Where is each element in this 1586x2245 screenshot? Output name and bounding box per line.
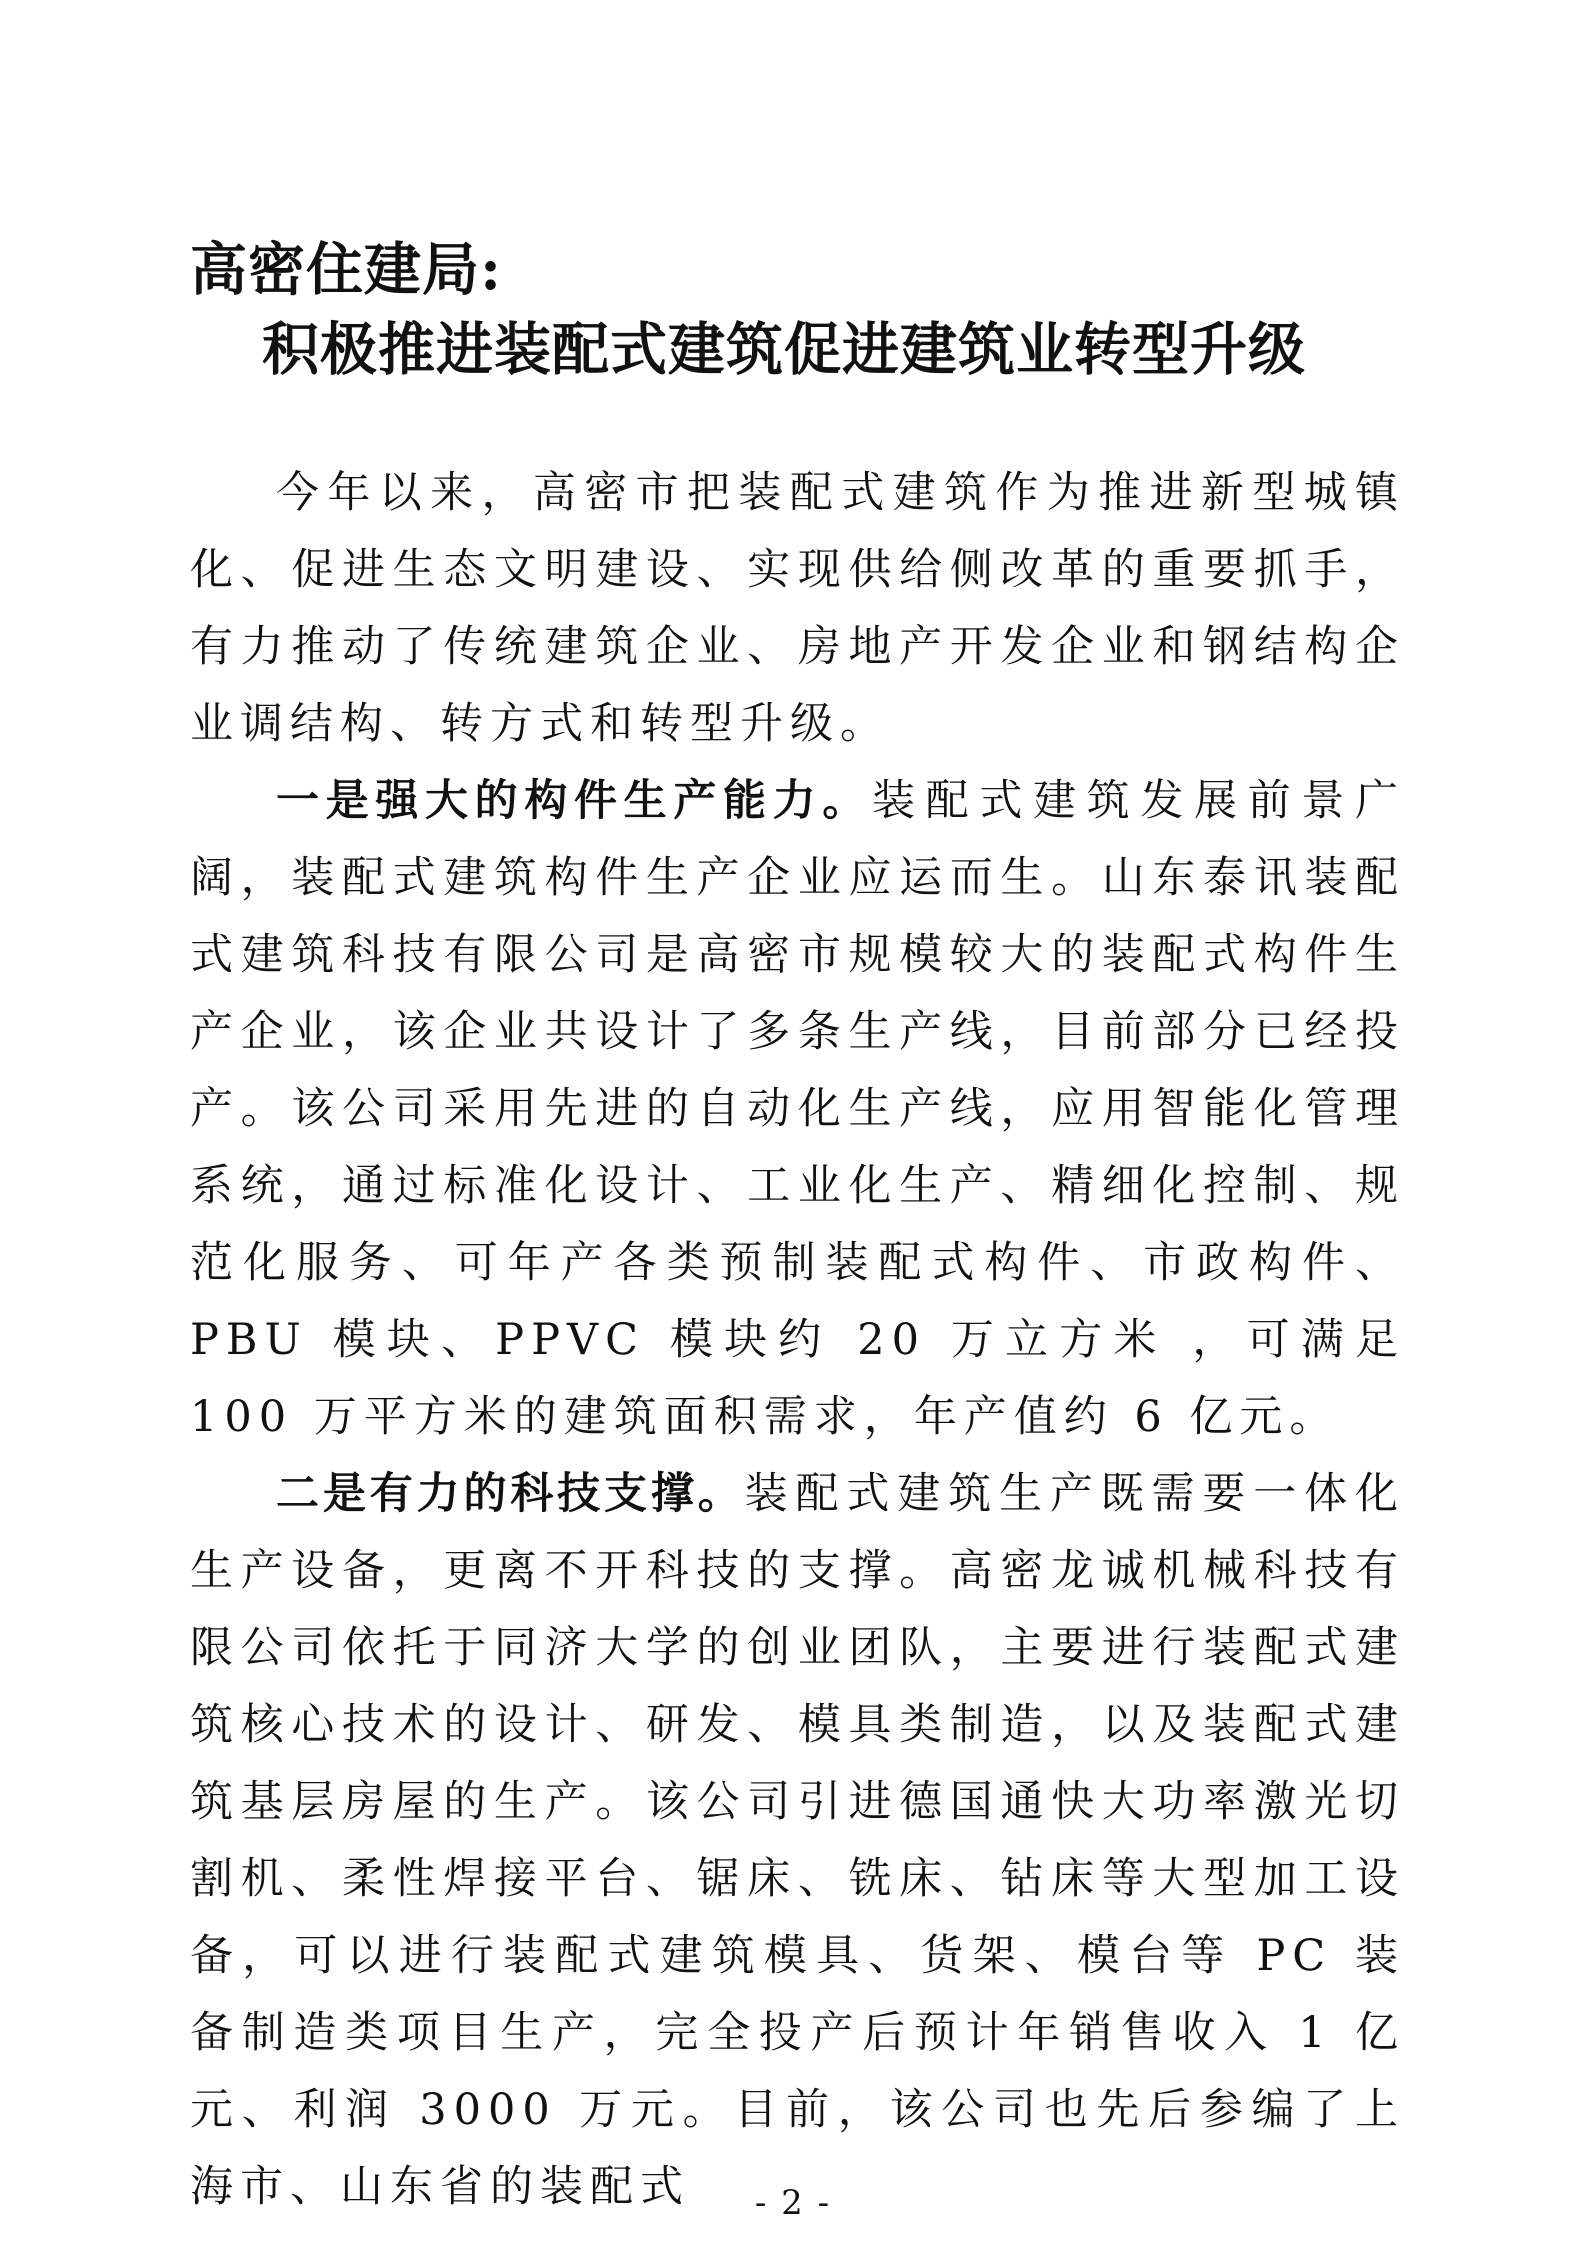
paragraph-2-text: 装配式建筑发展前景广阔，装配式建筑构件生产企业应运而生。山东泰讯装配式建筑科技有限公司是高密市规模较大的装配式构件生产企业，该企业共设计了多条生产线，目前部分已经投产。该公司采用先进的自动化生产线，应用智能化管理系统，通过标准化设计、工业化生产、精细化控制、规范化服务、可年产各类预制装配式构件、市政构件、PBU 模块、PPVC 模块约 20 万立方米 ，可满足 100 万平方米的建筑面积需求，年产值约 6 亿元。: [190, 776, 1405, 1442]
title-line-2: 积极推进装配式建筑促进建筑业转型升级: [262, 316, 1306, 383]
page-number: - 2 -: [754, 2183, 832, 2223]
paragraph-3-lead: 二是有力的科技支撑。: [276, 1469, 745, 1519]
paragraph-2-lead: 一是强大的构件生产能力。: [276, 776, 872, 826]
body-text: [190, 455, 1405, 2226]
paragraph-3: [190, 1456, 1405, 2226]
paragraph-2: [190, 763, 1405, 1456]
title-line-1: 高密住建局:: [190, 236, 503, 303]
paragraph-3-text: 装配式建筑生产既需要一体化生产设备，更离不开科技的支撑。高密龙诚机械科技有限公司依托于同济大学的创业团队，主要进行装配式建筑核心技术的设计、研发、模具类制造，以及装配式建筑基层房屋的生产。该公司引进德国通快大功率激光切割机、柔性焊接平台、锯床、铣床、钻床等大型加工设备，可以进行装配式建筑模具、货架、模台等 PC 装备制造类项目生产，完全投产后预计年销售收入 1 亿元、利润 3000 万元。目前，该公司也先后参编了上海市、山东省的装配式: [190, 1469, 1406, 2212]
paragraph-1: [190, 455, 1405, 763]
paragraph-1-text: 今年以来，高密市把装配式建筑作为推进新型城镇化、促进生态文明建设、实现供给侧改革的重要抓手，有力推动了传统建筑企业、房地产开发企业和钢结构企业调结构、转方式和转型升级。: [190, 468, 1405, 749]
